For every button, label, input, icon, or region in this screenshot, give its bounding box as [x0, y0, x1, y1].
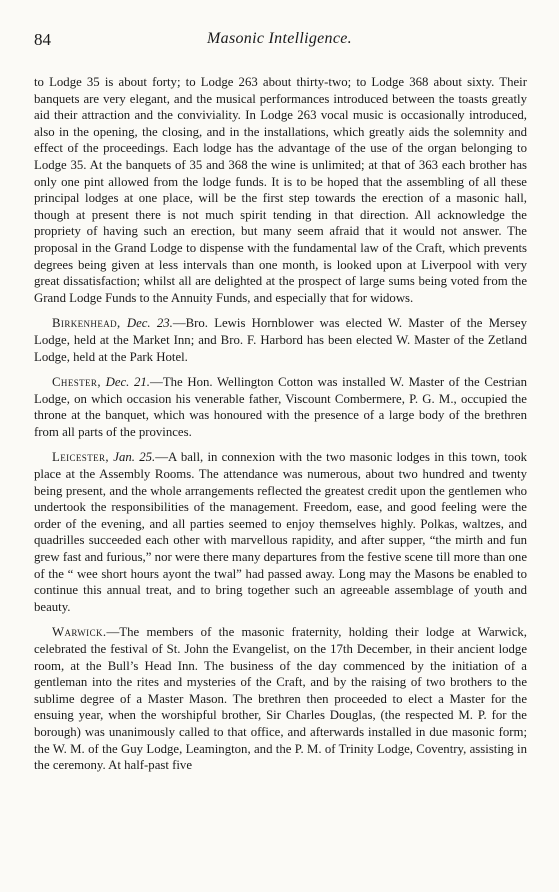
paragraph-birkenhead — [34, 315, 527, 365]
place-name: Chester, — [52, 375, 101, 390]
date: Dec. 21. — [105, 375, 151, 390]
paragraph-text: —Bro. Lewis Hornblower was elected W. Master of the Mersey Lodge, held at the Market Inn; and Bro. F. Harbord has been elected W. Master of the Zetland Lodge, held at the Park Hotel. — [34, 316, 527, 364]
place-name: Warwick. — [52, 625, 107, 640]
paragraph-text: —The Hon. Wellington Cotton was installed W. Master of the Cestrian Lodge, on which occasion his venerable father, Viscount Combermere, P. G. M., occupied the throne at the banquet, which was honoured with the presence of a large body of the brethren from all parts of the provinces. — [34, 375, 528, 439]
paragraph-warwick — [34, 624, 527, 773]
paragraph-text: —A ball, in connexion with the two masonic lodges in this town, took place at the Assembly Rooms. The attendance was numerous, about two hundred and twenty being present, and the whole arrangements reflected the greatest credit upon the gentlemen who undertook the responsibilities of the management. Freedom, ease, and good feeling were the order of the evening, and all parties seemed to enjoy themselves highly. Polkas, waltzes, and quadrilles succeeded each other with marvellous rapidity, and after supper, “the mirth and fun grew fast and furious,” nor were there many departures from the festive scene till more than one of the “ wee short hours ayont the twal” had passed away. Long may the Masons be enabled to continue this annual treat, and to bring together such an agreeable assemblage of youth and beauty. — [34, 450, 527, 614]
date: Dec. 23. — [126, 316, 173, 331]
page-header — [0, 30, 559, 54]
article-body — [34, 74, 527, 783]
paragraph-liverpool-continued — [34, 74, 527, 306]
paragraph-leicester — [34, 449, 527, 615]
page-number: 84 — [34, 30, 51, 49]
paragraph-text: to Lodge 35 is about forty; to Lodge 263 about thirty-two; to Lodge 368 about sixty. Their banquets are very elegant, and the musical performances introduced between the toasts greatly aid their attraction and the conviviality. In Lodge 263 vocal music is occasionally introduced, also in the opening, the closing, and in the installations, which greatly aids the solemnity and effect of the proceedings. Each lodge has the advantage of the use of the organ belonging to Lodge 35. At the banquets of 35 and 368 the wine is unlimited; at that of 363 each brother has only one pint allowed from the lodge funds. It is to be hoped that the assembling of all these principal lodges at one place, will be the first step towards the erection of a masonic hall, though at present there is not much spirit tending in that direction. All acknowledge the propriety of having such an erection, but many seem afraid that it would not answer. The proposal in the Grand Lodge to dispense with the fundamental law of the Craft, which prevents degrees being given at less intervals than one month, is looked upon at Liverpool with very great dissatisfaction; whilst all are delighted at the prospect of large sums being voted from the Grand Lodge Funds to the Annuity Funds, and especially that for widows. — [34, 75, 527, 305]
date: Jan. 25. — [113, 450, 156, 465]
running-head: Masonic Intelligence. — [207, 30, 352, 47]
paragraph-text: —The members of the masonic fraternity, holding their lodge at Warwick, celebrated the festival of St. John the Evangelist, on the 17th December, in their ancient lodge room, at the Bull’s Head Inn. The business of the day commenced by the initiation of a gentleman into the rites and mysteries of the Craft, and by the raising of two brothers to the sublime degree of a Master Mason. The brethren then proceeded to elect a Master for the ensuing year, when the worshipful brother, Sir Charles Douglas, (the respected M. P. for the borough) was unanimously called to that office, and afterwards installed in due masonic form; the W. M. of the Guy Lodge, Leamington, and the P. M. of Trinity Lodge, Coventry, assisting in the ceremony. At half-past five — [34, 625, 527, 773]
place-name: Leicester, — [52, 450, 110, 465]
place-name: Birkenhead, — [52, 316, 121, 331]
paragraph-chester — [34, 374, 527, 440]
